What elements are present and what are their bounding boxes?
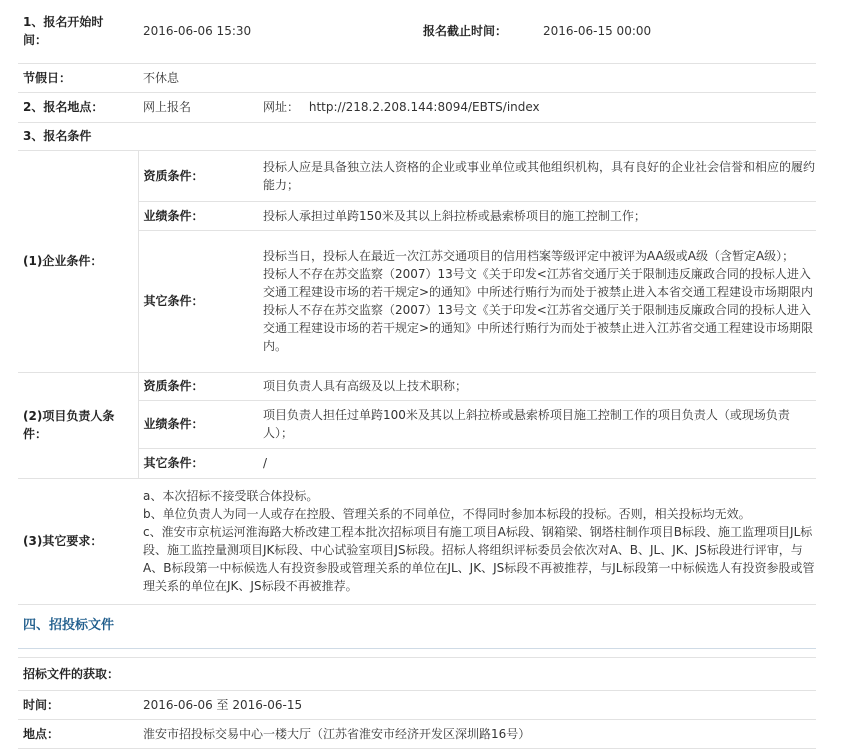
other-req-label: (3)其它要求： xyxy=(18,478,138,604)
enterprise-other-value xyxy=(258,230,816,372)
docs-time-row xyxy=(18,690,816,719)
holiday-value: 不休息 xyxy=(138,63,816,92)
reg-place-label: 2、报名地点： xyxy=(18,92,138,122)
enterprise-label: (1)企业条件： xyxy=(18,150,138,372)
manager-qual-value: 项目负责人具有高级及以上技术职称； xyxy=(258,372,816,400)
reg-end-label: 报名截止时间： xyxy=(423,24,508,39)
docs-time-value: 2016-06-06 至 2016-06-15 xyxy=(138,690,816,719)
docs-spacer-row xyxy=(18,648,816,657)
reg-url-label: 网址： xyxy=(263,100,300,114)
docs-place-row xyxy=(18,719,816,748)
other-req-item: b、单位负责人为同一人或存在控股、管理关系的不同单位，不得同时参加本标段的投标。否则，相关投标均无效。 xyxy=(143,507,751,521)
docs-obtain-row xyxy=(18,657,816,690)
manager-qual-label: 资质条件： xyxy=(138,372,258,400)
manager-perf-row xyxy=(18,400,816,448)
enterprise-perf-label: 业绩条件： xyxy=(138,201,258,230)
other-req-value xyxy=(138,478,816,604)
tender-info-table xyxy=(18,0,816,749)
reg-start-row xyxy=(18,0,816,63)
manager-qual-row xyxy=(18,372,816,400)
manager-label: (2)项目负责人条件： xyxy=(18,372,138,478)
enterprise-other-row xyxy=(18,230,816,372)
reg-cond-label: 3、报名条件 xyxy=(18,122,816,150)
docs-obtain-label: 招标文件的获取： xyxy=(18,657,816,690)
other-req-row xyxy=(18,478,816,604)
reg-url-value: http://218.2.208.144:8094/EBTS/index xyxy=(308,100,540,114)
docs-place-value: 淮安市招投标交易中心一楼大厅（江苏省淮安市经济开发区深圳路16号） xyxy=(138,719,816,748)
docs-section-row xyxy=(18,604,816,648)
reg-start-cell xyxy=(138,0,816,63)
manager-perf-label: 业绩条件： xyxy=(138,400,258,448)
enterprise-perf-row xyxy=(18,201,816,230)
reg-place-row xyxy=(18,92,816,122)
reg-url-cell xyxy=(258,92,816,122)
enterprise-other-label: 其它条件： xyxy=(138,230,258,372)
docs-time-label: 时间： xyxy=(18,690,138,719)
reg-place-value: 网上报名 xyxy=(138,92,258,122)
enterprise-other-line: 投标当日，投标人在最近一次江苏交通项目的信用档案等级评定中被评为AA级或A级（含暂定A级）； xyxy=(263,249,795,263)
holiday-label: 节假日： xyxy=(18,63,138,92)
reg-cond-row xyxy=(18,122,816,150)
reg-start-value: 2016-06-06 15:30 xyxy=(143,24,252,39)
other-req-item: c、淮安市京杭运河淮海路大桥改建工程本批次招标项目有施工项目A标段、钢箱梁、钢塔柱制作项目B标段、施工监理项目JL标段、施工监控量测项目JK标段、中心试验室项目JS标段。招标人将组织评标委员会依次对A、B、JL、JK、JS标段进行评审，与A、B标段第一中标候选人有投资参股或管理关系的单位在JL、JK、JS标段不再被推荐，与JL标段第一中标候选人有投资参股或管理关系的单位在JK、JS标段不再被推荐。 xyxy=(143,525,815,593)
docs-place-label: 地点： xyxy=(18,719,138,748)
other-req-item: a、本次招标不接受联合体投标。 xyxy=(143,489,319,503)
reg-end-value: 2016-06-15 00:00 xyxy=(543,24,652,39)
holiday-row xyxy=(18,63,816,92)
manager-other-row xyxy=(18,448,816,478)
manager-perf-value: 项目负责人担任过单跨100米及其以上斜拉桥或悬索桥项目施工控制工作的项目负责人（或现场负责人）； xyxy=(258,400,816,448)
enterprise-other-line: 投标人不存在苏交监察（2007）13号文《关于印发<江苏省交通厅关于限制违反廉政合同的投标人进入交通工程建设市场的若干规定>的通知》中所述行贿行为而处于被禁止进入本省交通工程建设市场期限内投标人不存在苏交监察（2007）13号文《关于印发<江苏省交通厅关于限制违反廉政合同的投标人进入交通工程建设市场的若干规定>的通知》中所述行贿行为而处于被禁止进入江苏省交通工程建设市场期限内。 xyxy=(263,267,814,353)
manager-other-value: / xyxy=(258,448,816,478)
enterprise-qual-row xyxy=(18,150,816,201)
manager-other-label: 其它条件： xyxy=(138,448,258,478)
reg-start-label: 1、报名开始时间： xyxy=(18,0,138,63)
docs-section-title: 四、招投标文件 xyxy=(18,604,816,648)
enterprise-qual-label: 资质条件： xyxy=(138,150,258,201)
enterprise-perf-value: 投标人承担过单跨150米及其以上斜拉桥或悬索桥项目的施工控制工作； xyxy=(258,201,816,230)
enterprise-qual-value: 投标人应是具备独立法人资格的企业或事业单位或其他组织机构，具有良好的企业社会信誉和相应的履约能力； xyxy=(258,150,816,201)
